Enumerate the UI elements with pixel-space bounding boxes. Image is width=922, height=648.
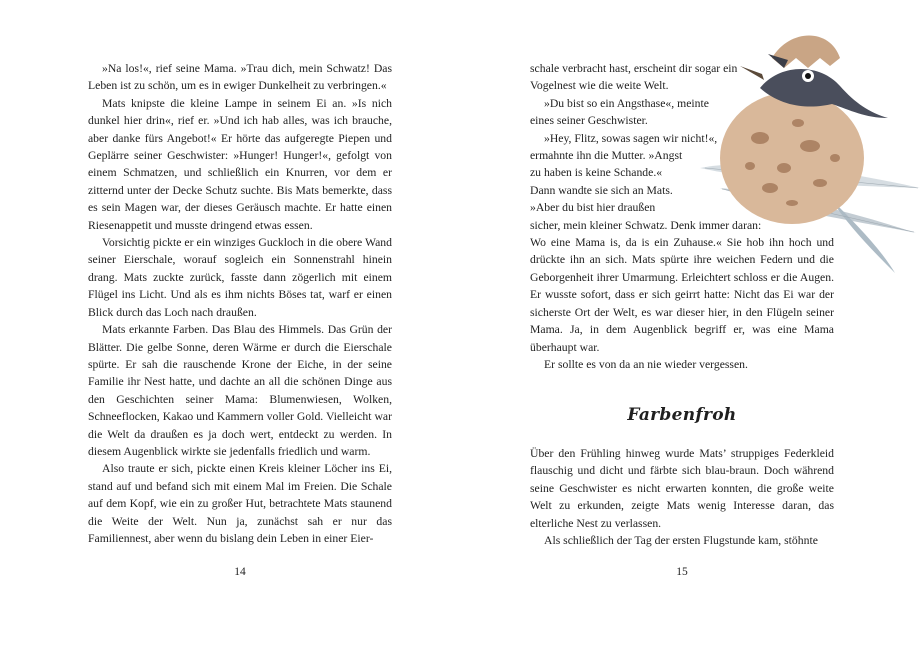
- paragraph: Mats erkannte Farben. Das Blau des Himmels. Das Grün der Blätter. Die gelbe Sonne, deren Wärme er durch die Eierschale spürte. Er sah die rauschende Krone der Eiche, in der seine Familie ihr Nest hatte, und dachte an all die schönen Dinge aus den Geschichten seiner Mama: Blumenwiesen, Wolken, Schneeflocken, Kakao und Kammern voller Gold. Vielleicht war die Welt da draußen es ja doch wert, entdeckt zu werden. In diesem Augenblick wirkte sie jedenfalls friedlich und warm.: [88, 323, 392, 458]
- text-line: »Hey, Flitz, sowas sagen wir nicht!«,: [544, 131, 718, 145]
- chapter-title: Farbenfroh: [627, 405, 737, 425]
- text-line: »Du bist so ein Angsthase«, meinte: [544, 96, 709, 110]
- text-line: schale verbracht hast, erscheint dir sogar ein: [530, 62, 738, 75]
- left-page-text: [88, 60, 392, 547]
- paragraph: Mats knipste die kleine Lampe in seinem Ei an. »Is nich dunkel hier drin«, rief er. »Und ich hab alles, was ich brauche, aber danke fürs Angebot!« Er hörte das aufgeregte Piepen und Geplärre seiner Geschwister: »Hunger! Hunger!«, gefolgt von einem Schmatzen, und schließlich ein Knurren, vor dem er zitternd unter der Decke Schutz suchte. Bis Mats bemerkte, dass es sein Magen war, der dieses Geräusch machte. Er hatte einen Riesenappetit und musste dringend etwas essen.: [88, 96, 392, 232]
- text-line: Vogelnest wie die weite Welt.: [530, 79, 669, 93]
- text-line: zu haben is keine Schande.«: [530, 166, 663, 180]
- paragraph: Also traute er sich, pickte einen Kreis kleiner Löcher ins Ei, stand auf und befand sich mit einem Mal im Freien. Die Schale auf dem Kopf, wie ein zu großer Hut, betrachtete Mats staunend die Weite der Welt. Nun ja, zunächst sah er nur das Familiennest, aber wenn du bislang dein Leben in einer Eier-: [88, 462, 392, 545]
- paragraph: Wo eine Mama is, da is ein Zuhause.« Sie hob ihn hoch und drückte ihn an sich. Mats spürte ihre weichen Federn und die Geborgenheit ihrer Umarmung. Erleichtert schloss er die Augen. Er wusste sofort, dass er sich geirrt hatte: Nicht das Ei war der sicherste Ort der Welt, es war dieser hier, in den Flügeln seiner Mama. Ja, in dem Augenblick begriff er, was eine Mama überhaupt war.: [530, 236, 834, 354]
- paragraph: Er sollte es von da an nie wieder vergessen.: [544, 357, 748, 371]
- paragraph: Vorsichtig pickte er ein winziges Guckloch in die obere Wand seiner Eierschale, worauf sogleich ein Sonnenstrahl hinein drang. Mats zuckte zurück, fasste dann zögerlich mit einem Flügel ins Licht. Und als es ihm nichts Böses tat, warf er einen Blick durch das Loch nach draußen.: [88, 236, 392, 319]
- text-line: »Aber du bist hier draußen: [530, 201, 656, 215]
- text-line: Dann wandte sie sich an Mats.: [530, 183, 673, 197]
- paragraph: Als schließlich der Tag der ersten Flugstunde kam, stöhnte: [544, 534, 818, 548]
- bird-in-egg-illustration: [680, 18, 922, 280]
- page-number: 14: [234, 566, 246, 578]
- right-page-text-bottom: [530, 445, 834, 549]
- text-line: sicher, mein kleiner Schwatz. Denk immer daran:: [530, 218, 762, 232]
- text-line: eines seiner Geschwister.: [530, 114, 648, 128]
- paragraph: Über den Frühling hinweg wurde Mats’ struppiges Federkleid flauschig und dicht und färbte sich blau-braun. Doch während seine Geschwister es nicht erwarten konnten, die große weite Welt zu erkunden, zeigte Mats wenig Interesse daran, das elterliche Nest zu verlassen.: [530, 447, 834, 530]
- paragraph: »Na los!«, rief seine Mama. »Trau dich, mein Schwatz! Das Leben ist zu schön, um es in ewiger Dunkelheit zu verbringen.«: [88, 62, 392, 93]
- text-line: ermahnte ihn die Mutter. »Angst: [530, 149, 683, 163]
- page-number: 15: [676, 566, 688, 578]
